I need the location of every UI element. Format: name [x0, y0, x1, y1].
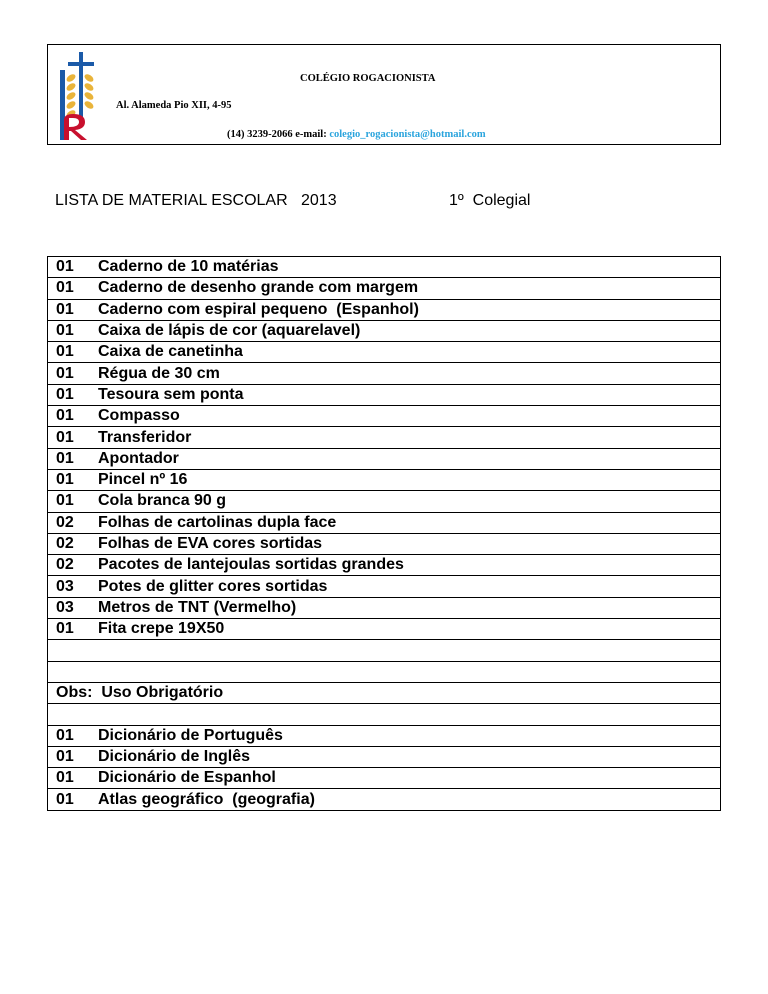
- list-item: [48, 299, 721, 320]
- item-quantity: 01: [56, 343, 74, 361]
- empty-row: [48, 640, 721, 661]
- table-row: [48, 512, 721, 533]
- table-row: [48, 576, 721, 597]
- item-description: Dicionário de Português: [98, 726, 283, 744]
- list-item: [48, 555, 721, 576]
- material-list-table: [47, 256, 721, 811]
- table-row: [48, 491, 721, 512]
- table-row: [48, 448, 721, 469]
- table-row: [48, 619, 721, 640]
- item-quantity: 01: [56, 492, 74, 510]
- list-item: [48, 384, 721, 405]
- item-description: Folhas de EVA cores sortidas: [98, 535, 323, 552]
- table-row: [48, 469, 721, 490]
- school-header: [47, 44, 721, 145]
- list-item: [48, 576, 721, 597]
- list-item: [48, 427, 721, 448]
- empty-row: [48, 704, 721, 725]
- item-description: Metros de TNT (Vermelho): [98, 598, 297, 616]
- list-item: [48, 320, 721, 341]
- phone-label: (14) 3239-2066 e-mail:: [227, 129, 327, 140]
- item-description: Tesoura sem ponta: [98, 385, 244, 403]
- item-quantity: 01: [56, 300, 74, 318]
- item-quantity: 01: [56, 407, 74, 425]
- item-quantity: 01: [56, 385, 74, 403]
- empty-row: [48, 661, 721, 682]
- page-title: LISTA DE MATERIAL ESCOLAR 2013: [55, 192, 337, 209]
- item-quantity: 01: [56, 428, 74, 446]
- table-row: [48, 363, 721, 384]
- item-description: Fita crepe 19X50: [98, 620, 225, 638]
- item-quantity: 01: [56, 747, 74, 765]
- table-row: [48, 384, 721, 405]
- obs-row: [48, 682, 721, 703]
- table-row: [48, 427, 721, 448]
- table-row: [48, 597, 721, 618]
- item-quantity: 01: [56, 471, 74, 489]
- table-row: [48, 320, 721, 341]
- obs-cell: [48, 682, 721, 703]
- item-description: Dicionário de Espanhol: [98, 769, 276, 787]
- table-row: [48, 533, 721, 554]
- table-row: [48, 278, 721, 299]
- list-item: [48, 725, 721, 746]
- item-quantity: 01: [56, 790, 74, 808]
- list-item: [48, 278, 721, 299]
- item-description: Atlas geográfico (geografia): [98, 790, 315, 808]
- item-description: Caixa de lápis de cor (aquarelavel): [98, 322, 361, 340]
- grade-label: 1º Colegial: [449, 192, 531, 209]
- table-row: [48, 789, 721, 810]
- list-item: [48, 746, 721, 767]
- item-quantity: 03: [56, 598, 74, 616]
- table-row: [48, 342, 721, 363]
- item-description: Caixa de canetinha: [98, 343, 243, 361]
- item-quantity: 01: [56, 449, 74, 467]
- item-description: Folhas de cartolinas dupla face: [98, 513, 337, 531]
- list-item: [48, 619, 721, 640]
- item-quantity: 01: [56, 279, 74, 297]
- table-row: [48, 768, 721, 789]
- obs-note: Obs: Uso Obrigatório: [56, 684, 224, 702]
- table-row: [48, 555, 721, 576]
- item-description: Pacotes de lantejoulas sortidas grandes: [98, 556, 404, 574]
- item-description: Pincel nº 16: [98, 471, 188, 489]
- item-quantity: 02: [56, 513, 74, 531]
- item-description: Caderno com espiral pequeno (Espanhol): [98, 300, 419, 318]
- item-description: Caderno de 10 matérias: [98, 258, 279, 276]
- item-description: Caderno de desenho grande com margem: [98, 279, 419, 297]
- table-row: [48, 746, 721, 767]
- item-quantity: 01: [56, 364, 74, 382]
- item-description: Régua de 30 cm: [98, 364, 220, 382]
- table-row: [48, 725, 721, 746]
- list-item: [48, 512, 721, 533]
- item-quantity: 02: [56, 556, 74, 574]
- table-row: [48, 406, 721, 427]
- school-contact: [227, 129, 486, 140]
- list-item: [48, 533, 721, 554]
- list-item: [48, 257, 721, 278]
- empty-cell: [48, 704, 721, 725]
- list-item: [48, 406, 721, 427]
- item-quantity: 01: [56, 769, 74, 787]
- item-quantity: 01: [56, 620, 74, 638]
- list-item: [48, 448, 721, 469]
- item-description: Cola branca 90 g: [98, 492, 227, 510]
- empty-cell: [48, 661, 721, 682]
- list-item: [48, 597, 721, 618]
- table-row: [48, 299, 721, 320]
- school-address: Al. Alameda Pio XII, 4-95: [116, 100, 232, 111]
- list-item: [48, 363, 721, 384]
- empty-cell: [48, 640, 721, 661]
- item-quantity: 01: [56, 258, 74, 276]
- list-item: [48, 491, 721, 512]
- list-item: [48, 768, 721, 789]
- item-description: Potes de glitter cores sortidas: [98, 577, 328, 595]
- item-description: Compasso: [98, 407, 180, 425]
- item-quantity: 03: [56, 577, 74, 595]
- item-description: Dicionário de Inglês: [98, 747, 251, 765]
- table-row: [48, 257, 721, 278]
- item-description: Transferidor: [98, 428, 192, 446]
- school-name: COLÉGIO ROGACIONISTA: [300, 73, 436, 84]
- item-quantity: 02: [56, 535, 74, 552]
- school-logo-icon: [55, 50, 101, 142]
- list-item: [48, 469, 721, 490]
- list-item: [48, 789, 721, 810]
- item-quantity: 01: [56, 322, 74, 340]
- list-item: [48, 342, 721, 363]
- item-quantity: 01: [56, 726, 74, 744]
- item-description: Apontador: [98, 449, 179, 467]
- email-link[interactable]: colegio_rogacionista@hotmail.com: [329, 129, 486, 140]
